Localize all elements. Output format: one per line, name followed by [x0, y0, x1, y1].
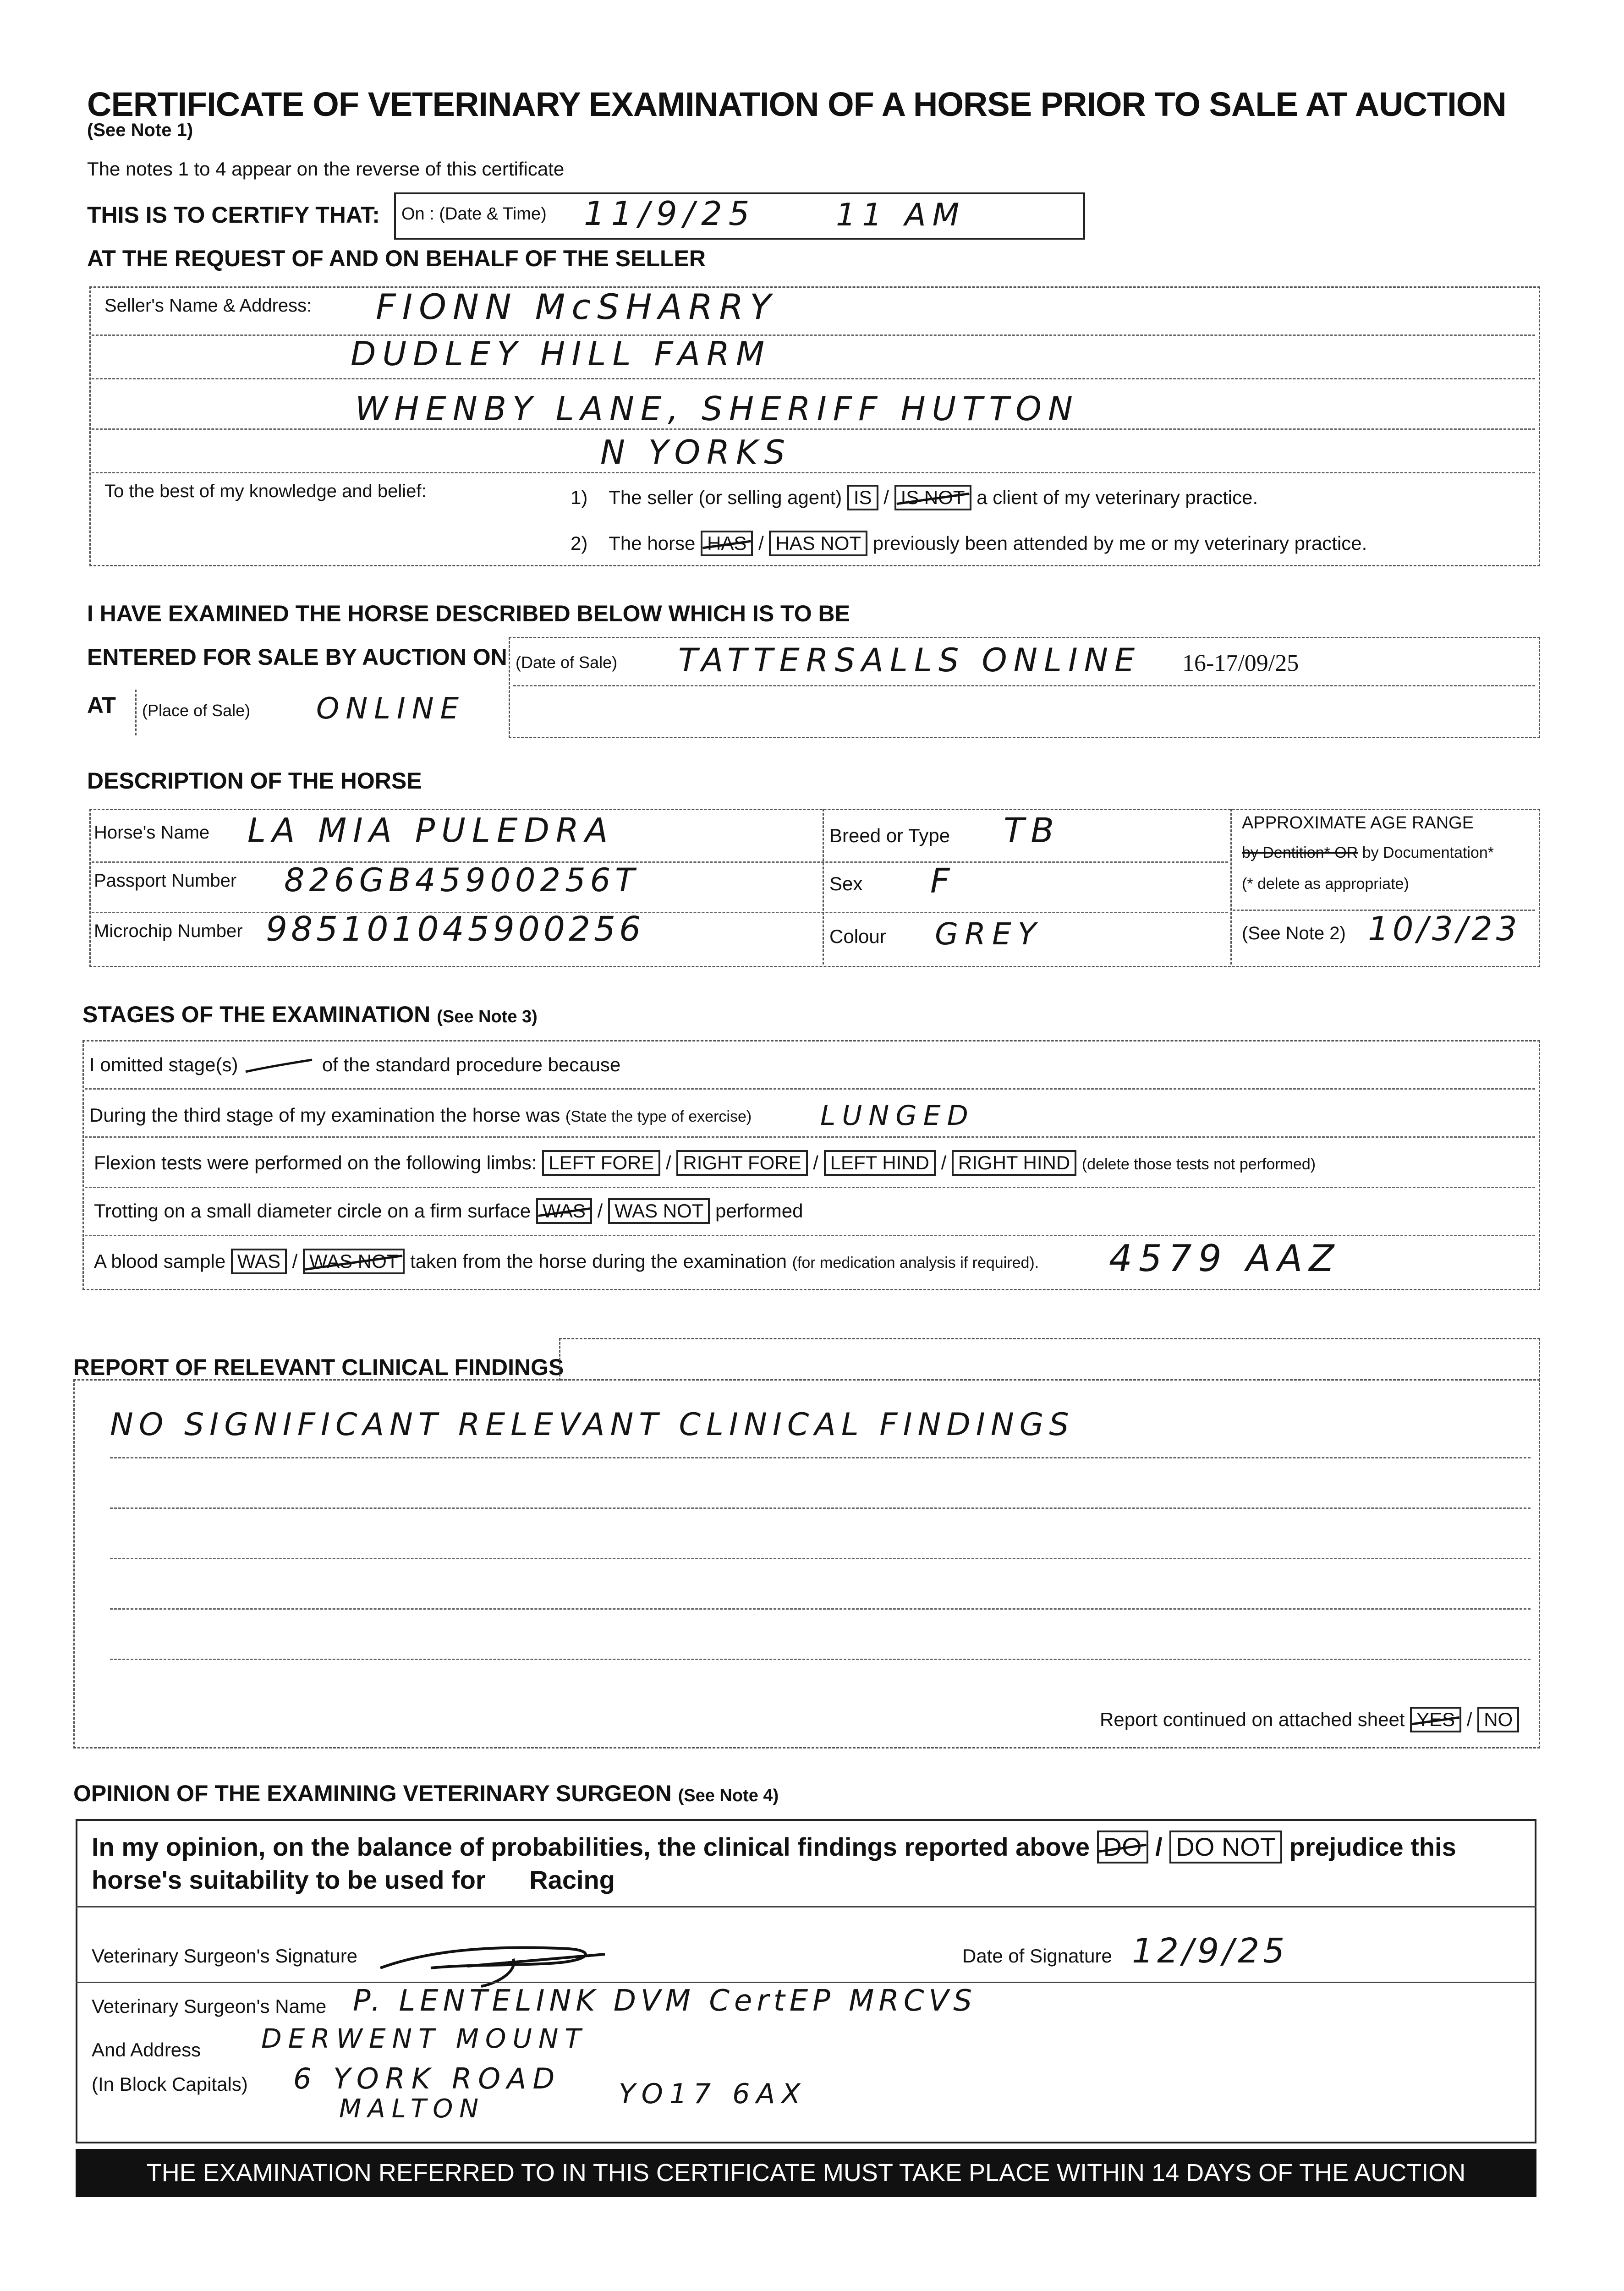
address-line-3[interactable]: MALTON [339, 2094, 485, 2124]
place-box [135, 690, 1539, 735]
certify-label: THIS IS TO CERTIFY THAT: [87, 202, 380, 228]
desc-rule-1 [92, 861, 1228, 863]
trotting-text-pre: Trotting on a small diameter circle on a firm surface [94, 1200, 531, 1222]
horse-name[interactable]: LA MIA PULEDRA [247, 811, 614, 850]
stages-rule-1 [85, 1088, 1535, 1090]
report-continued-row [1100, 1707, 1519, 1732]
age-see-note-2: (See Note 2) [1242, 923, 1346, 943]
date-time-box [394, 192, 1085, 240]
microchip-label: Microchip Number [94, 921, 243, 941]
suitability-use[interactable]: Racing [529, 1865, 615, 1894]
do-not-option[interactable]: DO NOT [1169, 1831, 1282, 1863]
item1-separator: / [883, 487, 889, 508]
breed-label: Breed or Type [829, 825, 950, 846]
desc-rule-2 [92, 912, 1228, 913]
knowledge-label: To the best of my knowledge and belief: [104, 481, 427, 501]
item1-text-post: a client of my veterinary practice. [977, 487, 1258, 508]
age-value[interactable]: 10/3/23 [1368, 910, 1521, 948]
limb-right-hind[interactable]: RIGHT HIND [952, 1150, 1076, 1176]
trot-was-option[interactable]: WAS [536, 1198, 592, 1224]
address-line-1[interactable]: DERWENT MOUNT [261, 2023, 587, 2054]
clinical-finding[interactable]: NO SIGNIFICANT RELEVANT CLINICAL FINDINGS [110, 1407, 1075, 1443]
seller-rule-4 [92, 472, 1535, 473]
third-stage-text: During the third stage of my examination the horse was [89, 1104, 560, 1126]
veterinary-signature [376, 1922, 614, 1991]
horse-name-label: Horse's Name [94, 822, 210, 843]
report-continued-label: Report continued on attached sheet [1100, 1709, 1405, 1730]
seller-rule-3 [92, 428, 1535, 430]
seller-line-4[interactable]: N YORKS [600, 433, 792, 471]
address-line-2[interactable]: 6 YORK ROAD [293, 2062, 561, 2095]
limb-right-fore[interactable]: RIGHT FORE [676, 1150, 807, 1176]
do-option[interactable]: DO [1097, 1831, 1148, 1863]
signature-label: Veterinary Surgeon's Signature [92, 1945, 358, 1967]
report-rule-1 [110, 1457, 1531, 1458]
knowledge-item-1 [571, 485, 1258, 510]
blood-note: (for medication analysis if required). [792, 1254, 1039, 1272]
see-note-1: (See Note 1) [87, 120, 193, 140]
flexion-sep-2: / [813, 1152, 818, 1173]
limb-left-hind[interactable]: LEFT HIND [824, 1150, 936, 1176]
description-heading: DESCRIPTION OF THE HORSE [87, 768, 422, 794]
has-option[interactable]: HAS [701, 531, 753, 556]
omitted-row [89, 1054, 620, 1076]
report-heading-box [559, 1338, 1540, 1381]
opinion-heading: OPINION OF THE EXAMINING VETERINARY SURGEON [73, 1781, 672, 1806]
colour[interactable]: GREY [935, 916, 1043, 952]
omitted-text-pre: I omitted stage(s) [89, 1054, 238, 1075]
desc-col-divider-2 [1230, 809, 1232, 965]
exam-date[interactable]: 11/9/25 [584, 194, 756, 233]
report-rule-2 [110, 1507, 1531, 1509]
footer-banner: THE EXAMINATION REFERRED TO IN THIS CERTIFICATE MUST TAKE PLACE WITHIN 14 DAYS OF THE AUCTION [76, 2149, 1536, 2197]
opinion-separator: / [1155, 1832, 1163, 1861]
blood-separator: / [292, 1250, 298, 1272]
vet-name[interactable]: P. LENTELINK DVM CertEP MRCVS [353, 1984, 977, 2018]
examined-line-1: I HAVE EXAMINED THE HORSE DESCRIBED BELOW WHICH IS TO BE [87, 601, 850, 626]
report-rule-4 [110, 1608, 1531, 1610]
knowledge-item-2 [571, 531, 1367, 556]
breed[interactable]: TB [1004, 811, 1060, 850]
report-rule-3 [110, 1558, 1531, 1559]
opinion-heading-row [73, 1780, 779, 1807]
blood-sample-ref[interactable]: 4579 AAZ [1109, 1237, 1341, 1280]
has-not-option[interactable]: HAS NOT [769, 531, 867, 556]
at-label: AT [87, 692, 116, 718]
opinion-line-2 [92, 1865, 615, 1895]
item1-number: 1) [571, 487, 588, 508]
stages-heading: STAGES OF THE EXAMINATION [82, 1002, 431, 1027]
seller-line-2[interactable]: DUDLEY HILL FARM [351, 334, 771, 373]
continued-yes-option[interactable]: YES [1410, 1707, 1461, 1732]
seller-line-3[interactable]: WHENBY LANE, SHERIFF HUTTON [355, 389, 1079, 428]
report-rule-5 [110, 1659, 1531, 1660]
opinion-line-1 [92, 1831, 1456, 1863]
examined-line-2: ENTERED FOR SALE BY AUCTION ON [87, 644, 507, 670]
limb-left-fore[interactable]: LEFT FORE [542, 1150, 660, 1176]
place-of-sale-label: (Place of Sale) [142, 701, 251, 720]
trotting-text-post: performed [715, 1200, 803, 1222]
opinion-rule-2 [76, 1982, 1536, 1983]
microchip-number[interactable]: 985101045900256 [266, 910, 645, 949]
block-capitals-label: (In Block Capitals) [92, 2073, 248, 2095]
colour-label: Colour [829, 926, 886, 947]
opinion-text-post: prejudice this [1289, 1832, 1456, 1861]
certificate-title: CERTIFICATE OF VETERINARY EXAMINATION OF A HORSE PRIOR TO SALE AT AUCTION [87, 85, 1506, 123]
vet-name-label: Veterinary Surgeon's Name [92, 1995, 327, 2017]
continued-separator: / [1466, 1709, 1472, 1730]
is-option[interactable]: IS [847, 485, 878, 510]
third-stage-note: (State the type of exercise) [565, 1108, 752, 1125]
item2-text-post: previously been attended by me or my veterinary practice. [872, 532, 1367, 554]
seller-rule-2 [92, 378, 1535, 379]
stages-note: (See Note 3) [437, 1007, 538, 1026]
item1-text-pre: The seller (or selling agent) [609, 487, 842, 508]
item2-text-pre: The horse [609, 532, 696, 554]
age-by-documentation[interactable]: by Documentation* [1362, 844, 1494, 861]
stages-rule-2 [85, 1136, 1535, 1138]
exercise-type[interactable]: LUNGED [820, 1100, 975, 1132]
report-heading: REPORT OF RELEVANT CLINICAL FINDINGS [73, 1354, 564, 1380]
date-of-signature-label: Date of Signature [962, 1945, 1112, 1967]
stages-heading-row [82, 1001, 538, 1028]
blood-text-post: taken from the horse during the examination [410, 1250, 787, 1272]
blood-row [94, 1249, 1039, 1274]
omitted-dash-mark [243, 1057, 317, 1075]
desc-col-divider-1 [823, 809, 824, 965]
age-method [1242, 844, 1494, 862]
item2-separator: / [758, 532, 764, 554]
opinion-note: (See Note 4) [678, 1786, 779, 1805]
stages-rule-3 [85, 1187, 1535, 1188]
blood-text-pre: A blood sample [94, 1250, 226, 1272]
exam-time[interactable]: 11 AM [836, 197, 966, 233]
address-label: And Address [92, 2039, 201, 2061]
age-by-dentition[interactable]: by Dentition* OR [1242, 844, 1358, 861]
age-delete-note: (* delete as appropriate) [1242, 875, 1409, 893]
omitted-text-post: of the standard procedure because [322, 1054, 621, 1075]
date-of-signature[interactable]: 12/9/25 [1132, 1931, 1289, 1971]
continued-no-option[interactable]: NO [1477, 1707, 1519, 1732]
third-stage-row [89, 1104, 752, 1126]
passport-label: Passport Number [94, 871, 237, 891]
flexion-label: Flexion tests were performed on the following limbs: [94, 1152, 537, 1173]
flexion-note: (delete those tests not performed) [1081, 1156, 1316, 1173]
stages-rule-4 [85, 1235, 1535, 1236]
item2-number: 2) [571, 532, 588, 554]
seller-line-1[interactable]: FIONN McSHARRY [376, 286, 778, 327]
request-heading: AT THE REQUEST OF AND ON BEHALF OF THE SELLER [87, 246, 706, 271]
trot-was-not-option[interactable]: WAS NOT [608, 1198, 710, 1224]
blood-was-option[interactable]: WAS [231, 1249, 287, 1274]
passport-number[interactable]: 826GB45900256T [284, 861, 639, 899]
flexion-row [94, 1150, 1316, 1176]
sex-label: Sex [829, 873, 863, 894]
opinion-text-pre: In my opinion, on the balance of probabilities, the clinical findings reported above [92, 1832, 1090, 1861]
notes-line: The notes 1 to 4 appear on the reverse of this certificate [87, 158, 565, 180]
trotting-row [94, 1198, 803, 1224]
address-line-4[interactable]: YO17 6AX [619, 2078, 807, 2110]
sale-name[interactable]: TATTERSALLS ONLINE [678, 641, 1141, 679]
date-of-sale-label: (Date of Sale) [516, 653, 618, 672]
seller-label: Seller's Name & Address: [104, 296, 312, 316]
blood-was-not-option[interactable]: WAS NOT [303, 1249, 405, 1274]
age-heading: APPROXIMATE AGE RANGE [1242, 813, 1474, 833]
flexion-sep-1: / [666, 1152, 671, 1173]
on-date-time-label: On : (Date & Time) [401, 204, 547, 224]
seller-rule-1 [92, 334, 1535, 336]
place-of-sale[interactable]: ONLINE [316, 692, 466, 726]
opinion-line-2-text: horse's suitability to be used for [92, 1865, 486, 1894]
opinion-rule-1 [76, 1906, 1536, 1907]
flexion-sep-3: / [941, 1152, 947, 1173]
sale-rule [513, 685, 1535, 686]
sale-dates[interactable]: 16-17/09/25 [1182, 650, 1299, 676]
sex[interactable]: F [930, 861, 956, 901]
is-not-option[interactable]: IS NOT [894, 485, 971, 510]
trot-separator: / [597, 1200, 603, 1222]
